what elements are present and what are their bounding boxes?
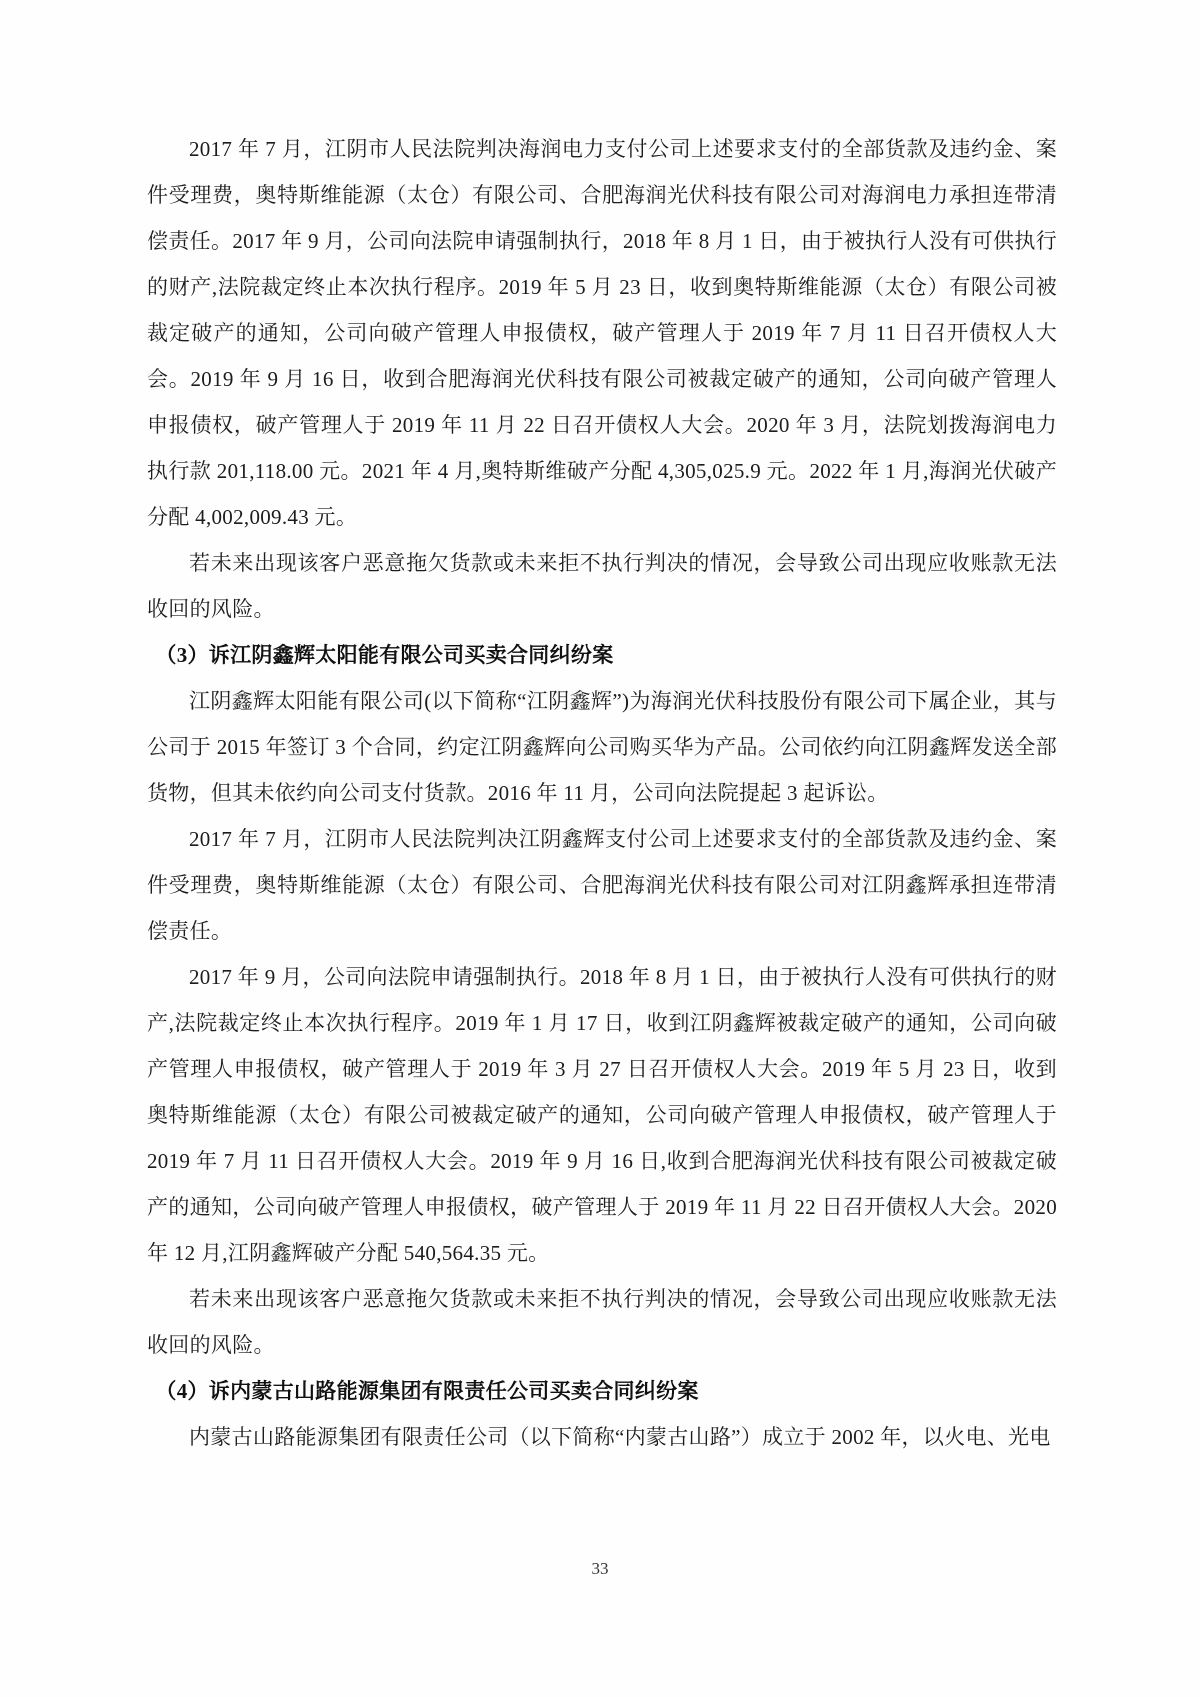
paragraph-hairun-judgment: 2017 年 7 月，江阴市人民法院判决海润电力支付公司上述要求支付的全部货款及违约金、案件受理费，奥特斯维能源（太仓）有限公司、合肥海润光伏科技有限公司对海润电力承担连带清偿责任。2017 年 9 月，公司向法院申请强制执行，2018 年 8 月 1 日，由于被执行人没有可供执行的财产,法院裁定终止本次执行程序。2019 年 5 月 23 日，收到奥特斯维能源（太仓）有限公司被裁定破产的通知，公司向破产管理人申报债权，破产管理人于 2019 年 7 月 11 日召开债权人大会。2019 年 9 月 16 日，收到合肥海润光伏科技有限公司被裁定破产的通知，公司向破产管理人申报债权，破产管理人于 2019 年 11 月 22 日召开债权人大会。2020 年 3 月，法院划拨海润电力执行款 201,118.00 元。2021 年 4 月,奥特斯维破产分配 4,305,025.9 元。2022 年 1 月,海润光伏破产分配 4,002,009.43 元。 (147, 137, 1057, 529)
paragraph-xinhui-background: 江阴鑫辉太阳能有限公司(以下简称“江阴鑫辉”)为海润光伏科技股份有限公司下属企业，其与公司于 2015 年签订 3 个合同，约定江阴鑫辉向公司购买华为产品。公司依约向江阴鑫辉发送全部货物，但其未依约向公司支付货款。2016 年 11 月，公司向法院提起 3 起诉讼。 (147, 689, 1057, 805)
document-body (147, 126, 1057, 1460)
page-number: 33 (591, 1559, 609, 1578)
section-heading-case-4: （4）诉内蒙古山路能源集团有限责任公司买卖合同纠纷案 (155, 1379, 699, 1403)
section-heading-case-3: （3）诉江阴鑫辉太阳能有限公司买卖合同纠纷案 (155, 643, 614, 667)
paragraph-risk-note-1: 若未来出现该客户恶意拖欠货款或未来拒不执行判决的情况，会导致公司出现应收账款无法收回的风险。 (147, 551, 1057, 621)
paragraph-xinhui-enforcement: 2017 年 9 月，公司向法院申请强制执行。2018 年 8 月 1 日，由于被执行人没有可供执行的财产,法院裁定终止本次执行程序。2019 年 1 月 17 日，收到江阴鑫辉被裁定破产的通知，公司向破产管理人申报债权，破产管理人于 2019 年 3 月 27 日召开债权人大会。2019 年 5 月 23 日，收到奥特斯维能源（太仓）有限公司被裁定破产的通知，公司向破产管理人申报债权，破产管理人于 2019 年 7 月 11 日召开债权人大会。2019 年 9 月 16 日,收到合肥海润光伏科技有限公司被裁定破产的通知，公司向破产管理人申报债权，破产管理人于 2019 年 11 月 22 日召开债权人大会。2020 年 12 月,江阴鑫辉破产分配 540,564.35 元。 (147, 965, 1057, 1265)
paragraph-xinhui-judgment: 2017 年 7 月，江阴市人民法院判决江阴鑫辉支付公司上述要求支付的全部货款及违约金、案件受理费，奥特斯维能源（太仓）有限公司、合肥海润光伏科技有限公司对江阴鑫辉承担连带清偿责任。 (147, 827, 1057, 943)
paragraph-neimenggu-background: 内蒙古山路能源集团有限责任公司（以下简称“内蒙古山路”）成立于 2002 年，以火电、光电 (189, 1425, 1051, 1449)
paragraph-risk-note-2: 若未来出现该客户恶意拖欠货款或未来拒不执行判决的情况，会导致公司出现应收账款无法收回的风险。 (147, 1287, 1057, 1357)
